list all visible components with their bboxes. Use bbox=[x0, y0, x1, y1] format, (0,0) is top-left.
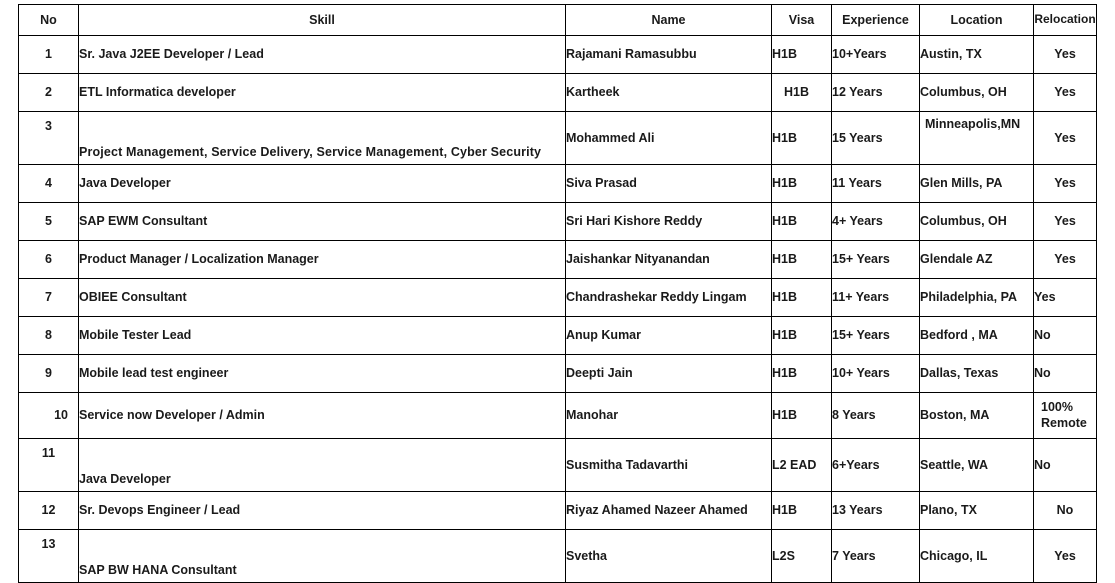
cell-relocation: Yes bbox=[1034, 203, 1097, 241]
cell-skill: SAP BW HANA Consultant bbox=[79, 530, 566, 583]
cell-relocation: Yes bbox=[1034, 241, 1097, 279]
header-row bbox=[19, 5, 1097, 36]
cell-no: 7 bbox=[19, 279, 79, 317]
table-header bbox=[19, 5, 1097, 36]
table-row bbox=[19, 355, 1097, 393]
cell-no: 5 bbox=[19, 203, 79, 241]
cell-location: Dallas, Texas bbox=[920, 355, 1034, 393]
cell-relocation: Yes bbox=[1034, 36, 1097, 74]
table-row bbox=[19, 439, 1097, 492]
cell-location: Columbus, OH bbox=[920, 203, 1034, 241]
cell-location: Bedford , MA bbox=[920, 317, 1034, 355]
cell-no: 13 bbox=[19, 530, 79, 583]
table-row bbox=[19, 112, 1097, 165]
cell-name: Deepti Jain bbox=[566, 355, 772, 393]
cell-location: Philadelphia, PA bbox=[920, 279, 1034, 317]
cell-skill: Project Management, Service Delivery, Service Management, Cyber Security bbox=[79, 112, 566, 165]
column-header-no: No bbox=[19, 5, 79, 36]
cell-relocation: No bbox=[1034, 439, 1097, 492]
cell-skill: ETL Informatica developer bbox=[79, 74, 566, 112]
cell-no: 10 bbox=[19, 393, 79, 439]
column-header-name: Name bbox=[566, 5, 772, 36]
cell-relocation: Yes bbox=[1034, 279, 1097, 317]
cell-no: 6 bbox=[19, 241, 79, 279]
cell-relocation: 100% Remote bbox=[1034, 393, 1097, 439]
column-header-skill: Skill bbox=[79, 5, 566, 36]
cell-name: Jaishankar Nityanandan bbox=[566, 241, 772, 279]
cell-relocation: No bbox=[1034, 492, 1097, 530]
cell-location: Seattle, WA bbox=[920, 439, 1034, 492]
cell-name: Sri Hari Kishore Reddy bbox=[566, 203, 772, 241]
cell-relocation: No bbox=[1034, 317, 1097, 355]
cell-name: Kartheek bbox=[566, 74, 772, 112]
cell-skill: Mobile lead test engineer bbox=[79, 355, 566, 393]
cell-visa: H1B bbox=[772, 317, 832, 355]
cell-location: Plano, TX bbox=[920, 492, 1034, 530]
cell-location: Glendale AZ bbox=[920, 241, 1034, 279]
cell-relocation: Yes bbox=[1034, 112, 1097, 165]
cell-visa: H1B bbox=[772, 241, 832, 279]
column-header-visa: Visa bbox=[772, 5, 832, 36]
cell-experience: 11+ Years bbox=[832, 279, 920, 317]
cell-skill: Sr. Devops Engineer / Lead bbox=[79, 492, 566, 530]
cell-name: Rajamani Ramasubbu bbox=[566, 36, 772, 74]
candidate-table bbox=[18, 4, 1097, 583]
cell-skill: SAP EWM Consultant bbox=[79, 203, 566, 241]
cell-visa: H1B bbox=[772, 165, 832, 203]
table-row bbox=[19, 317, 1097, 355]
cell-skill: Java Developer bbox=[79, 165, 566, 203]
column-header-relocation: Relocation bbox=[1034, 5, 1097, 36]
cell-experience: 10+Years bbox=[832, 36, 920, 74]
cell-visa: H1B bbox=[772, 492, 832, 530]
cell-visa: H1B bbox=[772, 112, 832, 165]
cell-name: Mohammed Ali bbox=[566, 112, 772, 165]
cell-experience: 6+Years bbox=[832, 439, 920, 492]
cell-visa: L2S bbox=[772, 530, 832, 583]
cell-relocation: No bbox=[1034, 355, 1097, 393]
cell-skill: Service now Developer / Admin bbox=[79, 393, 566, 439]
cell-relocation: Yes bbox=[1034, 74, 1097, 112]
cell-skill: Java Developer bbox=[79, 439, 566, 492]
cell-skill: Mobile Tester Lead bbox=[79, 317, 566, 355]
cell-location: Austin, TX bbox=[920, 36, 1034, 74]
table-body bbox=[19, 36, 1097, 583]
table-row bbox=[19, 279, 1097, 317]
cell-no: 12 bbox=[19, 492, 79, 530]
column-header-experience: Experience bbox=[832, 5, 920, 36]
cell-visa: H1B bbox=[772, 203, 832, 241]
cell-visa: H1B bbox=[772, 279, 832, 317]
cell-experience: 12 Years bbox=[832, 74, 920, 112]
cell-name: Manohar bbox=[566, 393, 772, 439]
cell-location: Minneapolis,MN bbox=[920, 112, 1034, 165]
table-row bbox=[19, 530, 1097, 583]
cell-skill: Sr. Java J2EE Developer / Lead bbox=[79, 36, 566, 74]
cell-visa: H1B bbox=[772, 74, 832, 112]
cell-no: 3 bbox=[19, 112, 79, 165]
cell-name: Susmitha Tadavarthi bbox=[566, 439, 772, 492]
cell-relocation: Yes bbox=[1034, 530, 1097, 583]
cell-no: 11 bbox=[19, 439, 79, 492]
cell-experience: 4+ Years bbox=[832, 203, 920, 241]
cell-visa: H1B bbox=[772, 36, 832, 74]
table-row bbox=[19, 74, 1097, 112]
table-row bbox=[19, 492, 1097, 530]
cell-name: Riyaz Ahamed Nazeer Ahamed bbox=[566, 492, 772, 530]
cell-experience: 10+ Years bbox=[832, 355, 920, 393]
cell-experience: 11 Years bbox=[832, 165, 920, 203]
cell-location: Chicago, IL bbox=[920, 530, 1034, 583]
cell-name: Siva Prasad bbox=[566, 165, 772, 203]
cell-experience: 15+ Years bbox=[832, 241, 920, 279]
column-header-location: Location bbox=[920, 5, 1034, 36]
cell-location: Glen Mills, PA bbox=[920, 165, 1034, 203]
table-row bbox=[19, 241, 1097, 279]
cell-no: 9 bbox=[19, 355, 79, 393]
cell-no: 4 bbox=[19, 165, 79, 203]
cell-experience: 15 Years bbox=[832, 112, 920, 165]
cell-name: Chandrashekar Reddy Lingam bbox=[566, 279, 772, 317]
table-row bbox=[19, 165, 1097, 203]
table-row bbox=[19, 393, 1097, 439]
cell-no: 1 bbox=[19, 36, 79, 74]
cell-no: 2 bbox=[19, 74, 79, 112]
cell-experience: 7 Years bbox=[832, 530, 920, 583]
cell-name: Svetha bbox=[566, 530, 772, 583]
cell-visa: H1B bbox=[772, 393, 832, 439]
cell-visa: L2 EAD bbox=[772, 439, 832, 492]
cell-no: 8 bbox=[19, 317, 79, 355]
cell-experience: 13 Years bbox=[832, 492, 920, 530]
cell-experience: 8 Years bbox=[832, 393, 920, 439]
cell-experience: 15+ Years bbox=[832, 317, 920, 355]
cell-location: Columbus, OH bbox=[920, 74, 1034, 112]
cell-skill: OBIEE Consultant bbox=[79, 279, 566, 317]
table-row bbox=[19, 36, 1097, 74]
cell-location: Boston, MA bbox=[920, 393, 1034, 439]
cell-visa: H1B bbox=[772, 355, 832, 393]
cell-relocation: Yes bbox=[1034, 165, 1097, 203]
cell-skill: Product Manager / Localization Manager bbox=[79, 241, 566, 279]
table-row bbox=[19, 203, 1097, 241]
cell-name: Anup Kumar bbox=[566, 317, 772, 355]
